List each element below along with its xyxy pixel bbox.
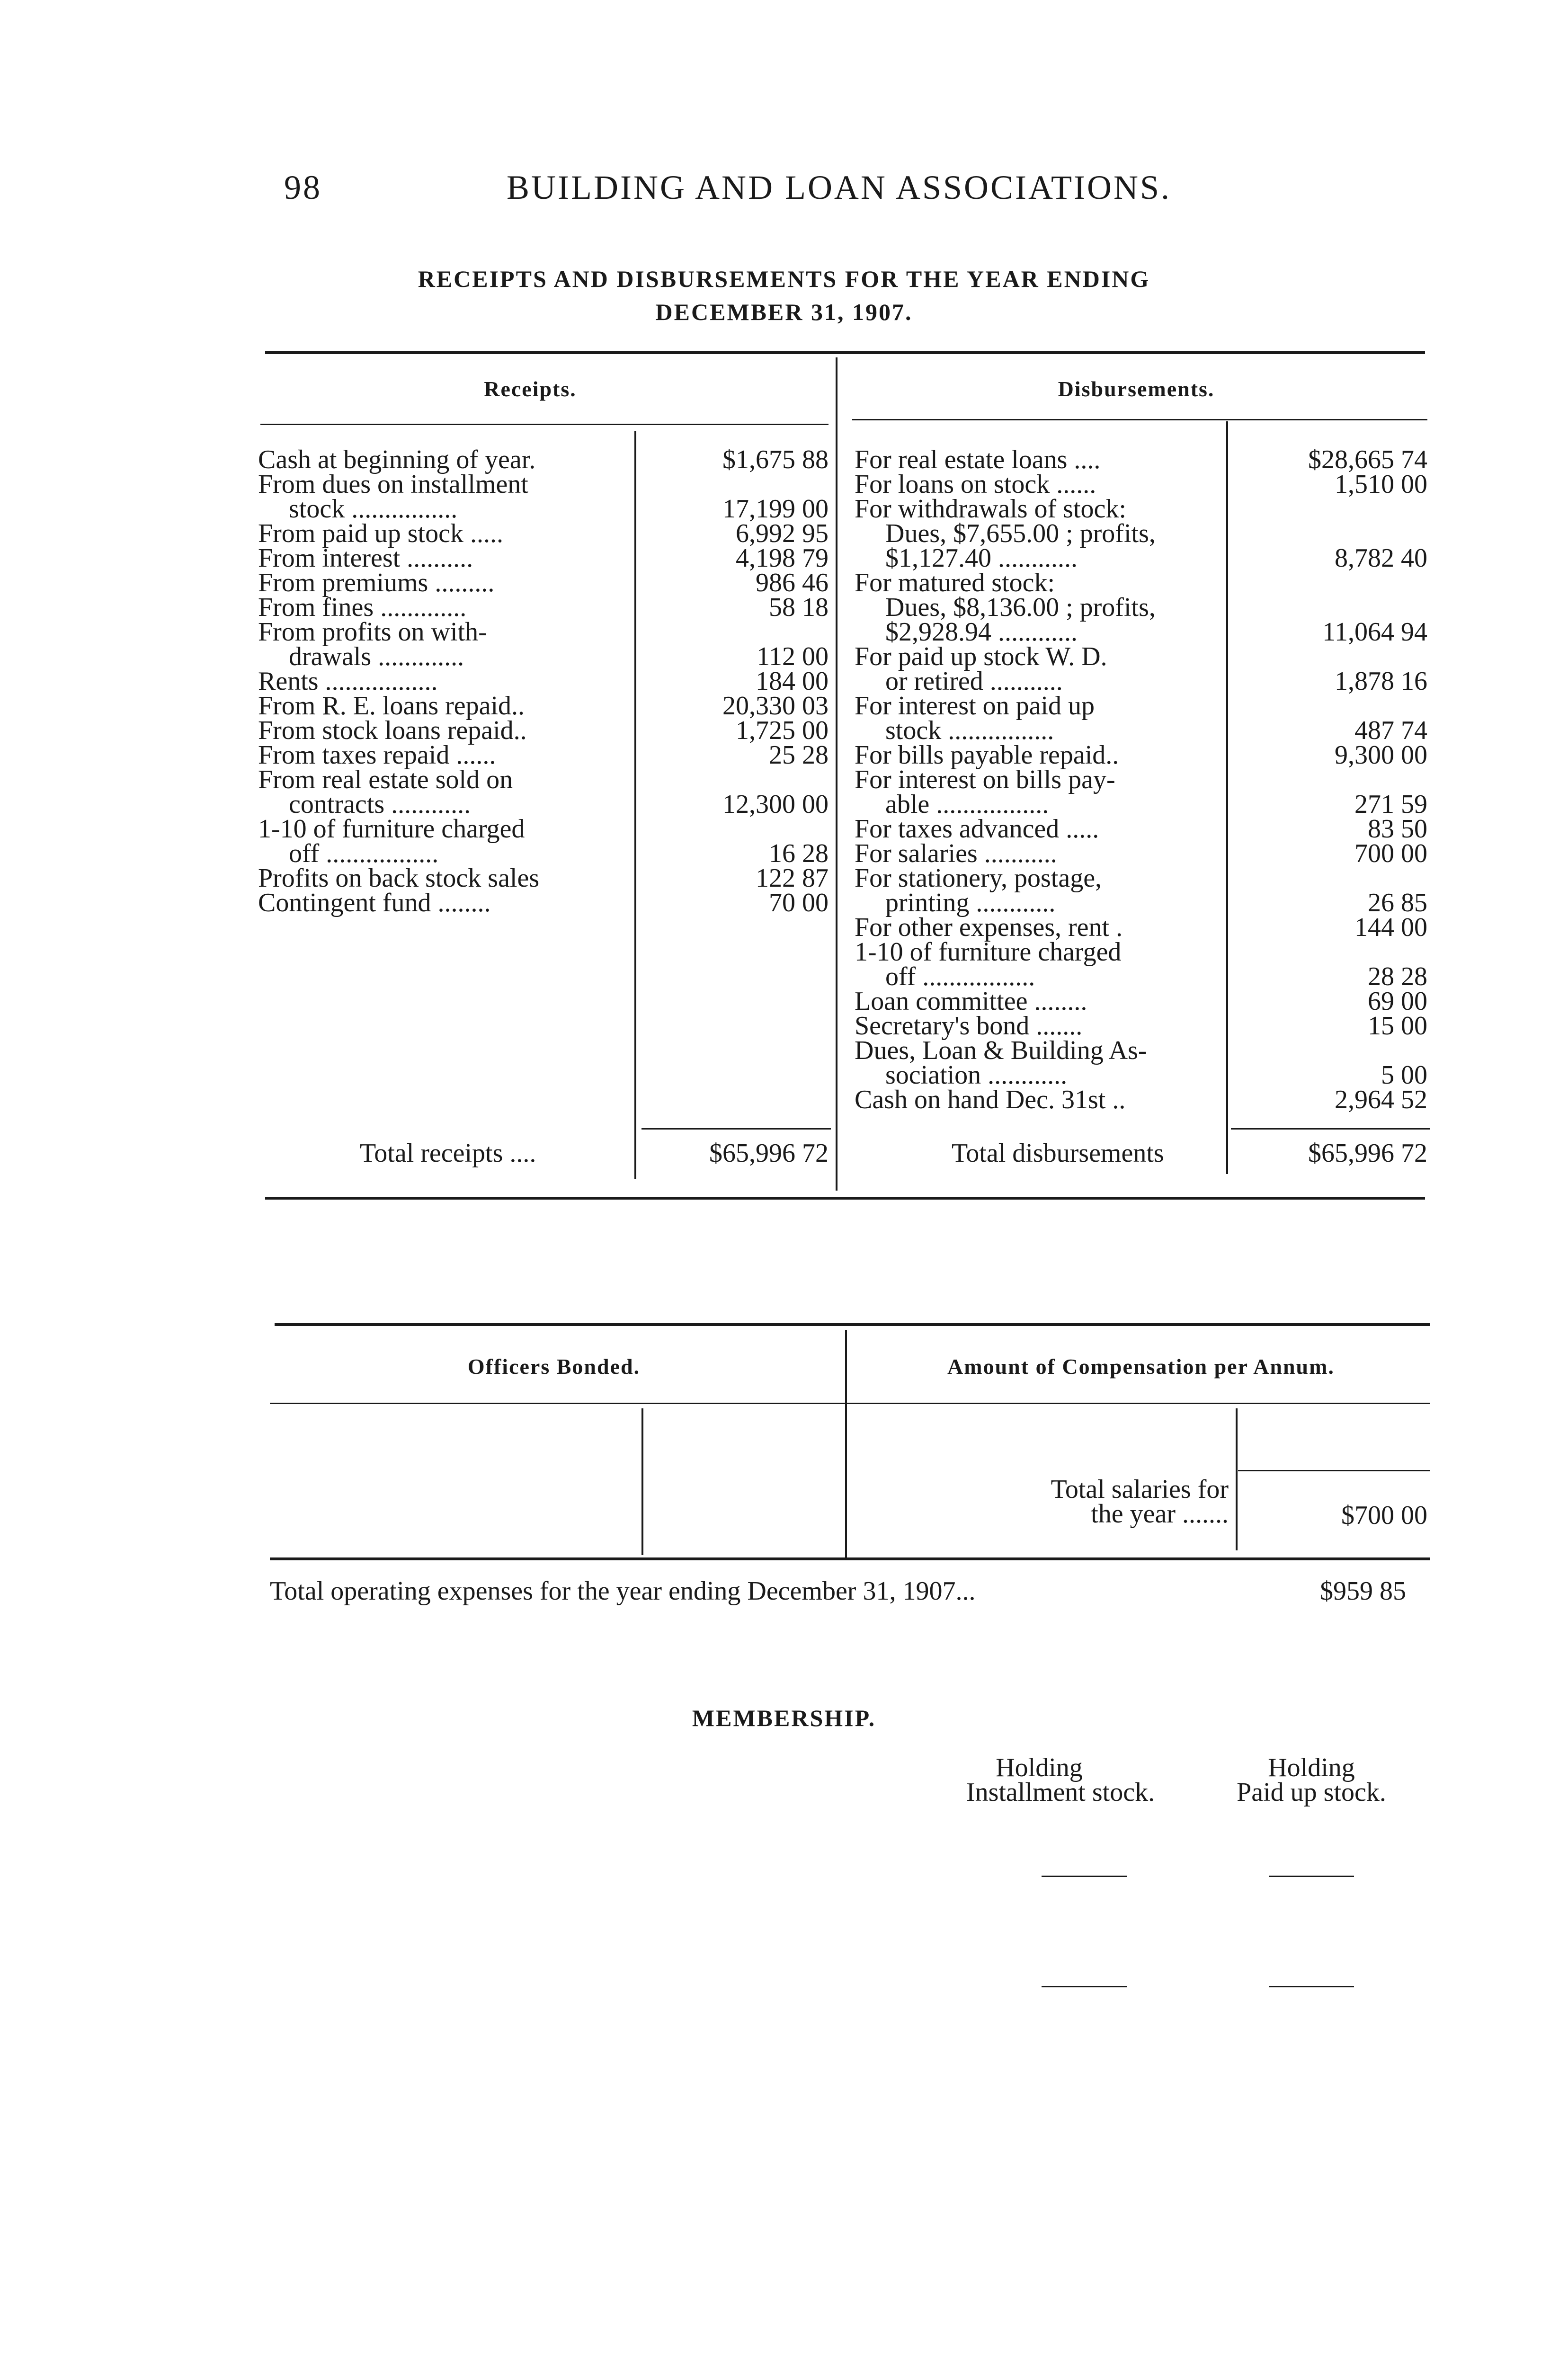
membership-title: MEMBERSHIP. [692,1705,876,1731]
receipt-row-amount: 986 46 [756,568,829,597]
disbursement-row-label: Dues, $7,655.00 ; profits, [885,519,1156,548]
disbursement-row-amount: 28 28 [1368,962,1427,991]
receipt-row-amount: 58 18 [769,593,829,622]
disbursement-row-label: $2,928.94 ............ [885,617,1078,647]
disbursement-row-label: $1,127.40 ............ [885,543,1078,573]
receipt-row-amount: 12,300 00 [722,790,829,819]
disbursement-row-label: For interest on paid up [855,691,1095,721]
disbursement-row-amount: 15 00 [1368,1011,1427,1041]
disbursement-row-label: 1-10 of furniture charged [855,937,1122,967]
membership-paidup-rule-1 [1269,1876,1354,1877]
receipt-row-label: Profits on back stock sales [258,863,540,893]
disbursement-row-label: For other expenses, rent . [855,913,1123,942]
disbursement-row-label: For salaries ........... [855,839,1057,868]
receipt-row-amount: 16 28 [769,839,829,868]
page-number: 98 [284,169,322,206]
operating-expenses-label: Total operating expenses for the year ending December 31, 1907... [270,1576,976,1606]
disbursement-row-label: or retired ........... [885,667,1063,696]
operating-expenses-amount: $959 85 [1320,1576,1406,1606]
disbursement-row-label: For real estate loans .... [855,445,1101,474]
total-disbursements-label: Total disbursements [952,1139,1164,1168]
receipt-row-amount: 1,725 00 [736,716,829,745]
disbursement-row-label: printing ............ [885,888,1056,917]
receipt-row-amount: 17,199 00 [722,494,829,524]
disbursement-row-amount: 9,300 00 [1335,740,1427,770]
receipt-row-amount: 112 00 [757,642,829,671]
statement-center-divider [836,357,837,1191]
membership-col1-line1: Holding [996,1753,1083,1782]
total-salaries-label-line1: Total salaries for [1051,1475,1229,1504]
disbursement-row-label: Dues, Loan & Building As- [855,1036,1147,1065]
disbursement-row-label: Loan committee ........ [855,987,1087,1016]
statement-title-line2: DECEMBER 31, 1907. [655,299,913,325]
disbursement-row-amount: 69 00 [1368,987,1427,1016]
disbursement-row-label: Dues, $8,136.00 ; profits, [885,593,1156,622]
receipt-row-label: From profits on with- [258,617,487,647]
disbursements-head-rule [852,419,1427,420]
disbursement-row-label: sociation ............ [885,1060,1068,1090]
disbursement-row-label: stock ................ [885,716,1054,745]
disbursement-row-amount: 1,878 16 [1335,667,1427,696]
receipt-row-label: From premiums ......... [258,568,495,597]
receipt-row-label: From paid up stock ..... [258,519,503,548]
disbursement-row-amount: 144 00 [1354,913,1427,942]
disbursement-row-label: For matured stock: [855,568,1055,597]
disbursement-row-amount: 1,510 00 [1335,470,1427,499]
receipt-row-amount: 70 00 [769,888,829,917]
disbursement-row-amount: 271 59 [1354,790,1427,819]
disbursement-row-label: For paid up stock W. D. [855,642,1107,671]
disbursement-row-amount: 8,782 40 [1335,543,1427,573]
receipt-row-label: Contingent fund ........ [258,888,491,917]
receipt-row-label: From taxes repaid ...... [258,740,496,770]
receipts-label-divider [634,431,636,1179]
receipts-head-rule [260,424,829,425]
receipt-row-label: drawals ............. [289,642,464,671]
receipt-row-label: From dues on installment [258,470,528,499]
receipt-row-amount: 184 00 [756,667,829,696]
compensation-heading: Amount of Compensation per Annum. [947,1354,1335,1379]
disbursement-row-amount: 11,064 94 [1322,617,1427,647]
disbursements-label-divider [1226,421,1228,1174]
receipts-total-rule [641,1128,831,1130]
disbursement-row-label: off ................. [885,962,1035,991]
receipt-row-label: Cash at beginning of year. [258,445,536,474]
statement-top-rule [265,351,1425,354]
disbursement-row-amount: 26 85 [1368,888,1427,917]
disbursement-row-amount: 5 00 [1381,1060,1427,1090]
receipt-row-label: From R. E. loans repaid.. [258,691,525,721]
receipt-row-label: contracts ............ [289,790,471,819]
receipt-row-amount: 4,198 79 [736,543,829,573]
compensation-subtotal-rule [1238,1470,1430,1471]
officers-top-rule [275,1323,1430,1326]
receipt-row-amount: 122 87 [756,863,829,893]
bonded-label-divider [641,1408,643,1555]
receipt-row-label: From fines ............. [258,593,467,622]
disbursement-row-amount: 700 00 [1354,839,1427,868]
disbursement-row-amount: 2,964 52 [1335,1085,1427,1114]
disbursement-row-label: For loans on stock ...... [855,470,1096,499]
total-receipts-amount: $65,996 72 [709,1139,829,1168]
disbursements-heading: Disbursements. [1058,377,1215,401]
disbursement-row-amount: 487 74 [1354,716,1427,745]
officers-head-rule [270,1403,1430,1404]
disbursement-row-label: For bills payable repaid.. [855,740,1119,770]
total-salaries-amount: $700 00 [1341,1501,1427,1530]
disbursement-row-label: Secretary's bond ....... [855,1011,1083,1041]
receipt-row-label: off ................. [289,839,439,868]
receipt-row-amount: 6,992 95 [736,519,829,548]
receipt-row-amount: 25 28 [769,740,829,770]
total-disbursements-amount: $65,996 72 [1308,1139,1427,1168]
total-salaries-label-line2: the year ....... [1091,1499,1229,1529]
officers-bottom-rule [270,1557,1430,1560]
membership-paidup-rule-2 [1269,1986,1354,1987]
receipt-row-label: stock ................ [289,494,458,524]
membership-col2-line1: Holding [1268,1753,1355,1782]
disbursements-total-rule [1231,1128,1430,1130]
statement-bottom-rule [265,1197,1425,1200]
receipt-row-label: Rents ................. [258,667,438,696]
disbursement-row-label: For stationery, postage, [855,863,1102,893]
running-head: BUILDING AND LOAN ASSOCIATIONS. [507,169,1172,206]
disbursement-row-label: able ................. [885,790,1049,819]
membership-col2-line2: Paid up stock. [1237,1778,1386,1807]
statement-title-line1: RECEIPTS AND DISBURSEMENTS FOR THE YEAR ENDING [418,266,1150,292]
disbursement-row-amount: 83 50 [1368,814,1427,844]
disbursement-row-label: For taxes advanced ..... [855,814,1099,844]
receipt-row-amount: $1,675 88 [722,445,829,474]
receipt-row-amount: 20,330 03 [722,691,829,721]
disbursement-row-label: Cash on hand Dec. 31st .. [855,1085,1126,1114]
disbursement-row-amount: $28,665 74 [1308,445,1427,474]
receipt-row-label: From interest .......... [258,543,473,573]
receipts-heading: Receipts. [484,377,577,401]
disbursement-row-label: For interest on bills pay- [855,765,1115,794]
membership-installment-rule-2 [1042,1986,1127,1987]
receipt-row-label: From real estate sold on [258,765,513,794]
receipt-row-label: From stock loans repaid.. [258,716,527,745]
total-receipts-label: Total receipts .... [360,1139,536,1168]
officers-center-divider [845,1330,847,1557]
membership-installment-rule-1 [1042,1876,1127,1877]
officers-bonded-heading: Officers Bonded. [467,1354,641,1379]
disbursement-row-label: For withdrawals of stock: [855,494,1126,524]
membership-col1-line2: Installment stock. [966,1778,1155,1807]
receipt-row-label: 1-10 of furniture charged [258,814,525,844]
compensation-label-divider [1236,1408,1238,1550]
